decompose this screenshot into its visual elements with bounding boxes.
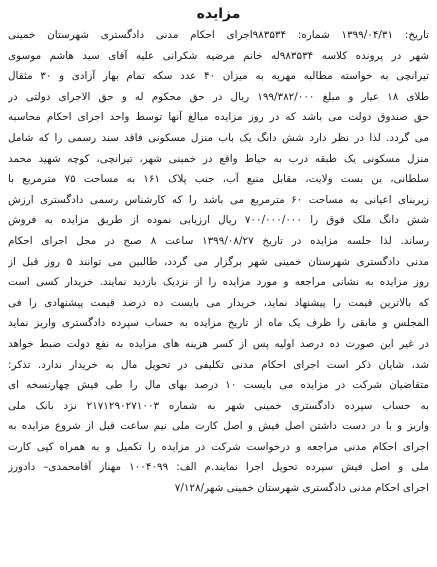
notice-line: در غیر این صورت ده درصد اولیه پس از کسر هزینه های مزایده به نفع دولت ضبط خواهد [8,337,429,350]
notice-line: سلطانی، بن بست ولایت، مقابل منبع آب، جنب پلاک ۱۶۱ به مساحت ۷۵ مترمربع با [8,173,429,186]
notice-line: مدنی دادگستری شهرستان خمینی شهر برگزار می گردد، طالبین می توانند ۵ روز قبل از [8,255,429,268]
notice-title: مزایده [196,6,241,22]
notice-line: شهر در پرونده کلاسه ۹۸۳۵۳۴له خانم مرضیه شکرانی علیه آقای سید هاشم موسوی [8,49,429,62]
notice-line: متقاضیان شرکت در مزایده می بایست ۱۰ درصد بهای مال را طی فیش چهارنسخه ای [8,379,429,392]
notice-body [8,25,429,499]
notice-line: المجلس و مابقی را ظرف یک ماه از تاریخ مزایده به حساب سپرده دادگستری واریز نماید [8,317,429,330]
notice-line: حق صندوق دولت می باشد که در روز مزایده مبالغ آنها توسط واحد اجرای احکام محاسبه [8,111,429,124]
notice-line: تاریخ: ۱۳۹۹/۰۴/۳۱ شماره: ۹۸۳۵۳۴اجرای احکام مدنی دادگستری شهرستان خمینی [8,29,429,41]
notice-line: می گردد. لذا در نظر دارد شش دانگ یک باب منزل مسکونی فاقد سند رسمی را که شامل [8,131,429,144]
notice-line: روز مزایده به نشانی مراجعه و مورد مزایده را از نزدیک بازدید نمایند. خریدار کسی است [8,276,429,289]
notice-line: شش دانگ ملک فوق را ۷۰۰/۰۰۰/۰۰۰ ریال ارزیابی نموده از طریق مزایده به فروش [8,214,429,227]
notice-line: واریز و با در دست داشتن اصل فیش و اصل کارت ملی نیم ساعت قبل از شروع مزایده به [8,420,429,433]
notice-line: رساند. لذا جلسه مزایده در تاریخ ۱۳۹۹/۰۸/۲۷ ساعت ۸ صبح در محل اجرای احکام [8,234,429,247]
notice-line: اجرای احکام مدنی مراجعه و درخواست شرکت در مزایده را تکمیل و به همراه کپی کارت [8,440,429,453]
notice-line: شد، شایان ذکر است اجرای احکام مدنی تکلیفی در تحویل مال به خریدار ندارد. تذکر: [8,358,429,371]
notice-line: تیرانچی به خواسته مطالبه مهریه به میزان ۴۰ عدد سکه تمام بهار آزادی و ۳۰ مثقال [8,70,429,83]
notice-line: منزل مسکونی یک طبقه درب به حیاط واقع در خمینی شهر، تیرانچی، کوچه شهید محمد [8,152,429,165]
notice-line: طلای ۱۸ عیار و مبلغ ۱۹۹/۳۸۲/۰۰۰ ریال در حق محکوم له و حق الاجرای دولتی در [8,90,429,103]
notice-line: به حساب سپرده دادگستری خمینی شهر به شماره ۲۱۷۱۲۹۰۲۷۱۰۰۳ نزد بانک ملی [8,399,429,412]
notice-line: که بالاترین قیمت را پیشنهاد نماید، خریدار می بایست ده درصد قیمت پیشنهادی را فی [8,296,429,309]
notice-line: زیربنای اعیانی به مساحت ۶۰ مترمربع می باشد را که کارشناس رسمی دادگستری ارزش [8,193,429,206]
notice-line: ملی و اصل فیش سپرده تحویل اجرا نمایند.م الف: ۱۰۰۴۰۹۹ مهناز آقامحمدی– دادورز [8,461,429,474]
notice-line: اجرای احکام مدنی دادگستری شهرستان خمینی شهر/۷/۱۲۸ [174,482,429,495]
